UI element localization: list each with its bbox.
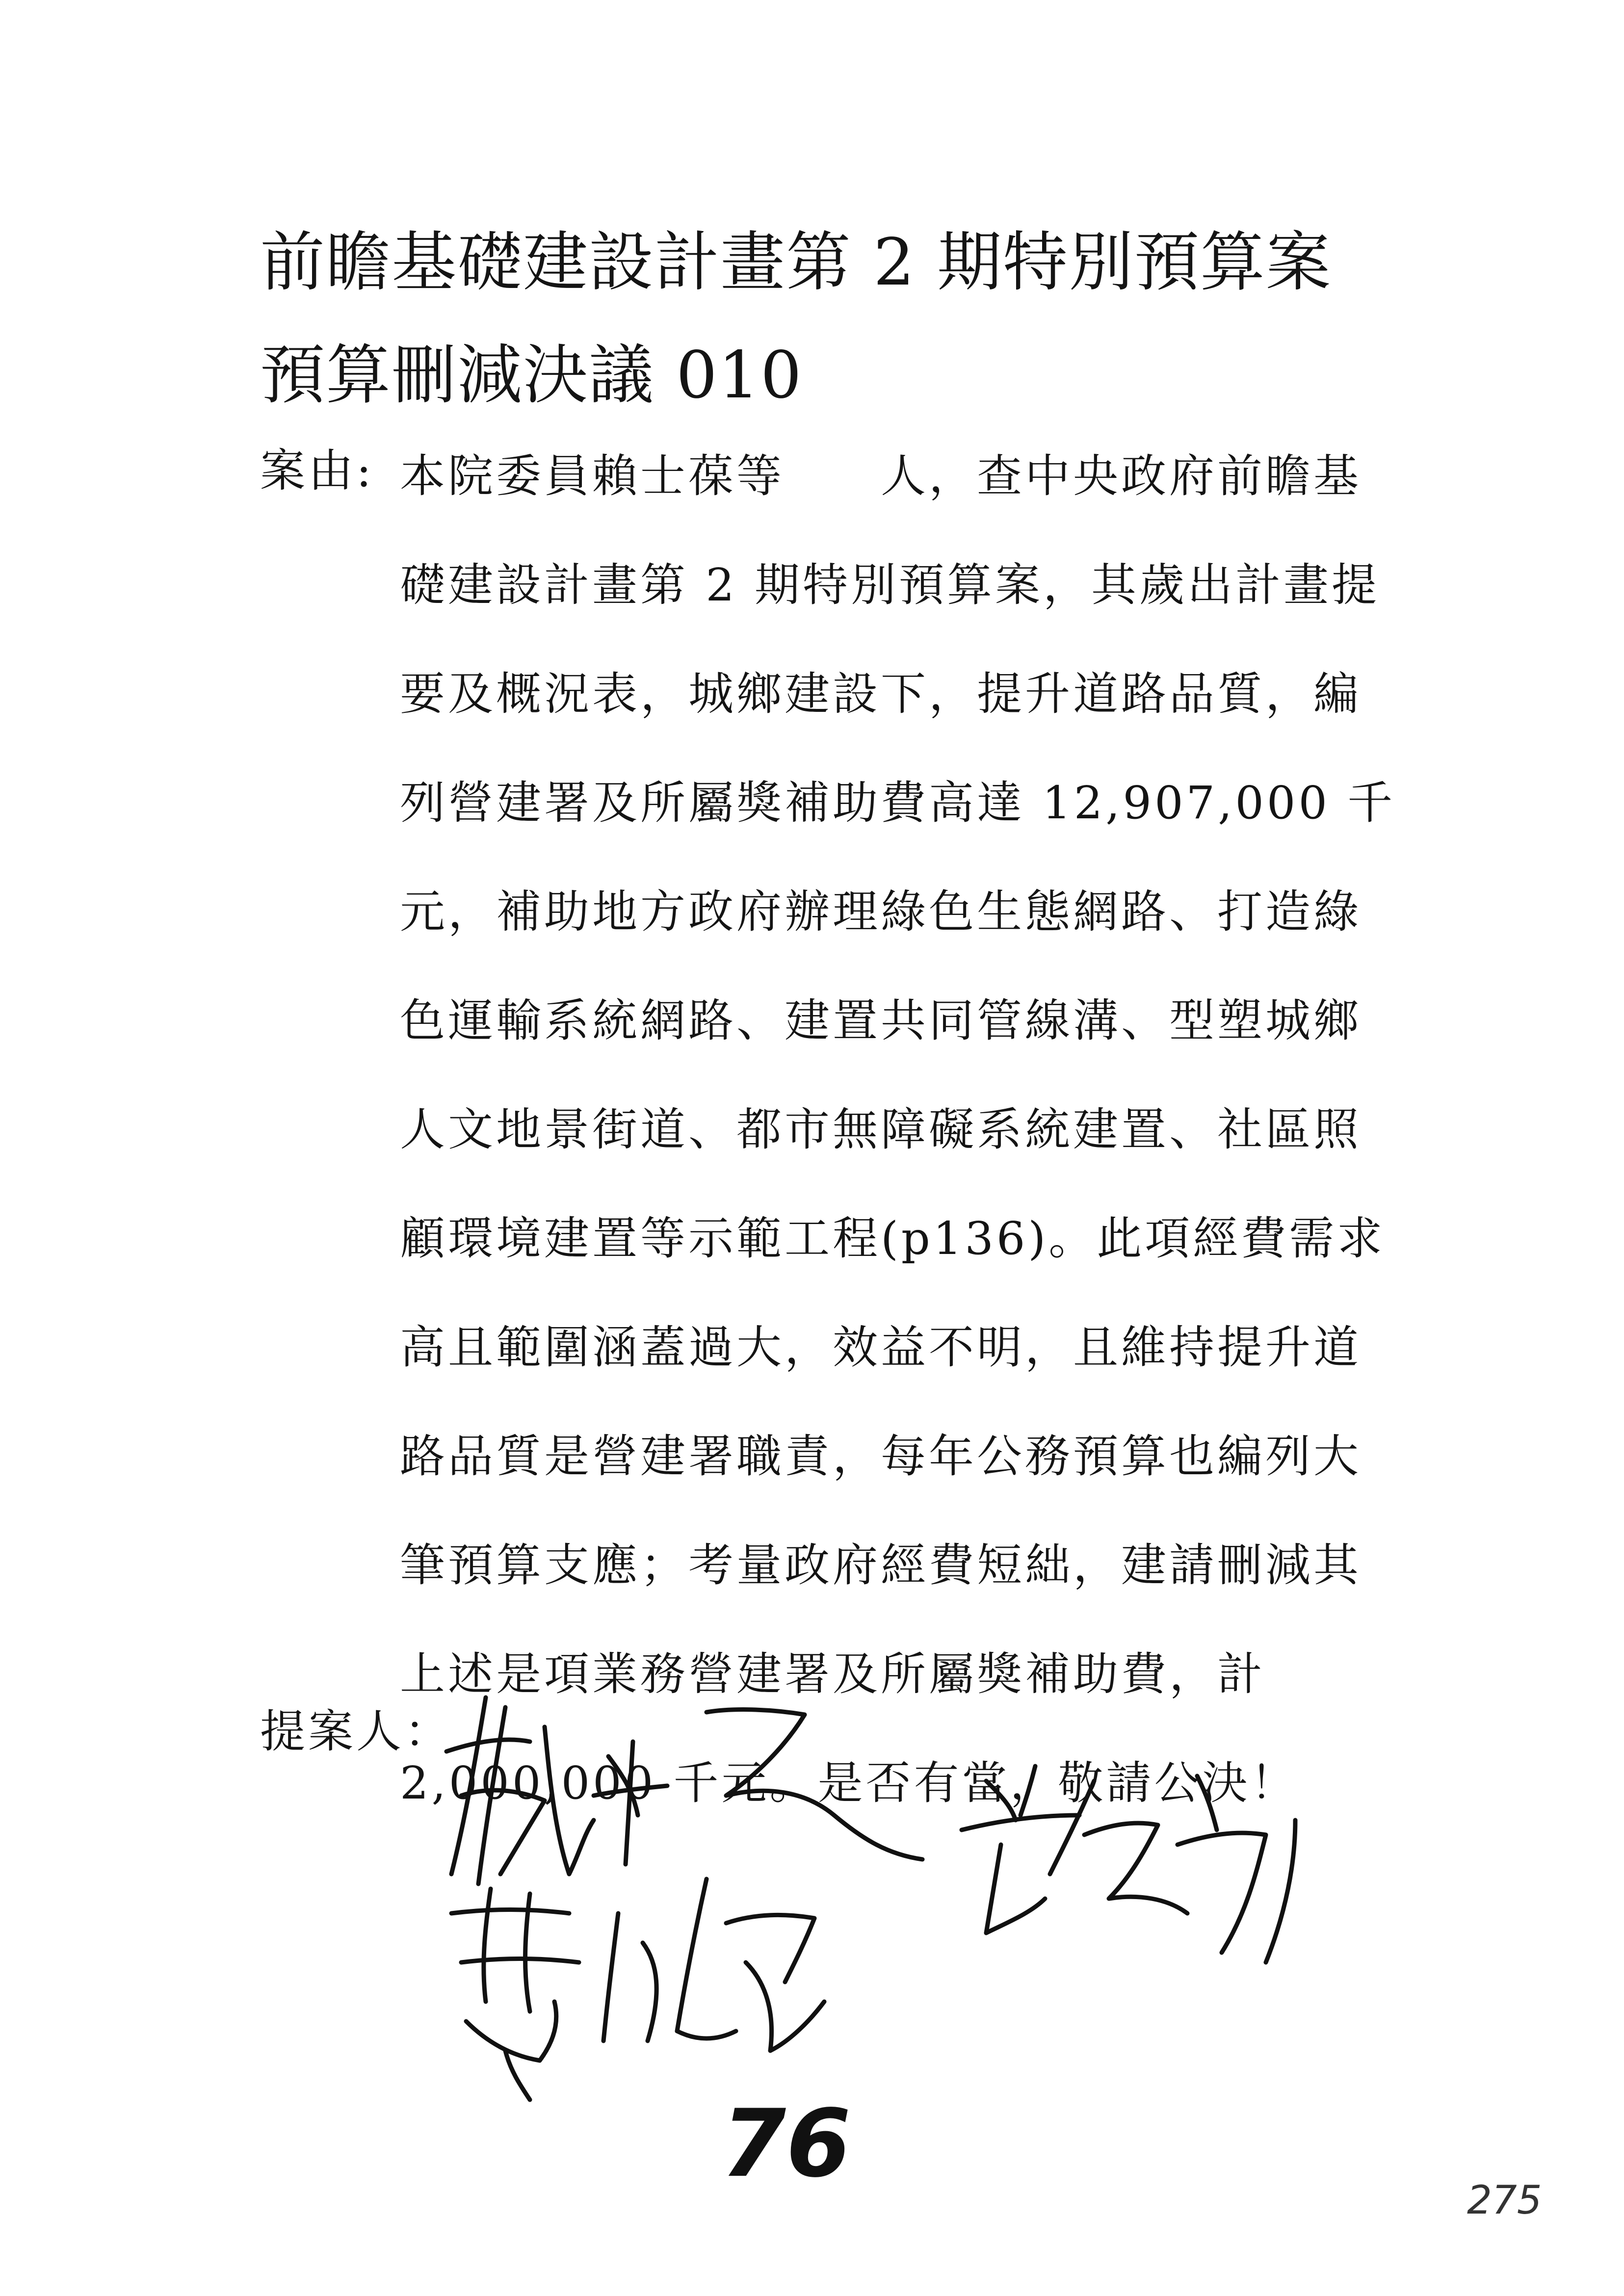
handwritten-signature-3 [962, 1766, 1295, 1962]
reason-body [400, 422, 1396, 1838]
reason-line: 人文地景街道、都市無障礙系統建置、社區照 [400, 1103, 1362, 1156]
reason-line: 元，補助地方政府辦理綠色生態網路、打造綠 [400, 886, 1362, 938]
reason-line: 要及概況表，城鄉建設下，提升道路品質，編 [400, 668, 1362, 720]
reason-label: 案由: [260, 444, 374, 497]
reason-line: 本院委員賴士葆等 人，查中央政府前瞻基 [400, 450, 1362, 502]
reason-line: 高且範圍涵蓋過大，效益不明，且維持提升道 [400, 1321, 1362, 1374]
signatures [432, 1668, 1364, 2110]
reason-line: 礎建設計畫第 2 期特別預算案，其歲出計畫提 [400, 559, 1380, 611]
handwritten-signature-1 [446, 1697, 922, 1884]
stamp-number: 275 [1467, 2177, 1542, 2223]
reason-line: 筆預算支應；考量政府經費短絀，建請刪減其 [400, 1539, 1362, 1592]
document-title [260, 206, 1438, 432]
title-line-1: 前瞻基礎建設計畫第 2 期特別預算案 [260, 225, 1332, 300]
reason-line: 路品質是營建署職責，每年公務預算也編列大 [400, 1430, 1362, 1483]
reason-line: 顧環境建置等示範工程(p136)。此項經費需求 [400, 1212, 1386, 1265]
reason-line: 色運輸系統網路、建置共同管線溝、型塑城鄉 [400, 994, 1362, 1047]
handwritten-signature-2 [451, 1879, 824, 2100]
page-number: 76 [721, 2089, 851, 2198]
reason-line: 列營建署及所屬獎補助費高達 12,907,000 千 [400, 777, 1396, 829]
title-line-2: 預算刪減決議 010 [260, 338, 803, 413]
reason-line: 2,000,000 千元。是否有當，敬請公決！ [400, 1757, 1299, 1809]
proposer-label: 提案人： [260, 1705, 453, 1758]
reason-line: 上述是項業務營建署及所屬獎補助費，計 [400, 1648, 1266, 1700]
